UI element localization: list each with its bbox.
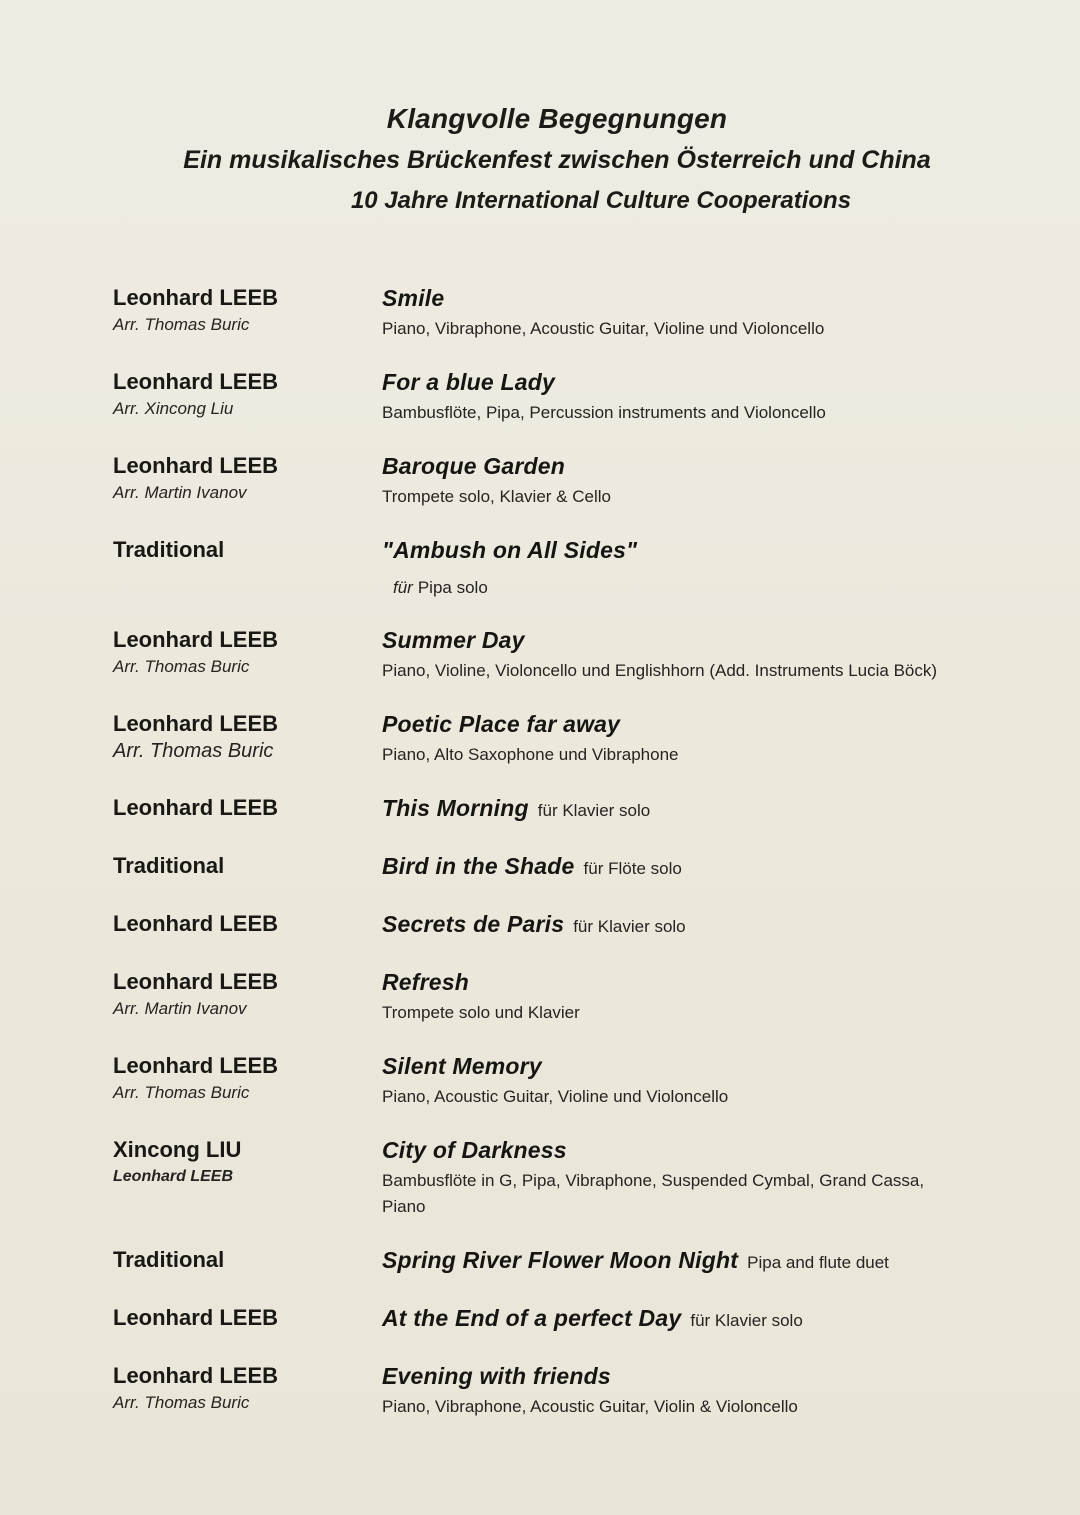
work-title: Refresh [382, 969, 470, 995]
entry-right-col [382, 968, 1007, 1026]
composer-name: Leonhard LEEB [113, 711, 279, 736]
entry-left-col [113, 1304, 382, 1336]
entry-left-col [113, 1362, 382, 1420]
composer-name: Leonhard LEEB [113, 369, 279, 394]
program-entry [113, 968, 1020, 1026]
entry-right-col [382, 626, 1007, 684]
entry-right-col [382, 1246, 1007, 1278]
arranger-name: Arr. Thomas Buric [113, 657, 250, 676]
title-line [382, 368, 1007, 400]
entry-left-col [113, 1052, 382, 1110]
work-title: Evening with friends [382, 1363, 611, 1389]
work-title: This Morning [382, 795, 529, 821]
for-prefix: für [393, 578, 413, 597]
title-suffix: für Flöte solo [583, 859, 682, 878]
title-line [382, 536, 1007, 568]
instrumentation: Piano, Vibraphone, Acoustic Guitar, Violine und Violoncello [382, 319, 825, 338]
entry-left-col [113, 1246, 382, 1278]
program-entry [113, 1304, 1020, 1336]
entry-left-col [113, 452, 382, 510]
entry-right-col [382, 710, 1007, 768]
title-suffix: Pipa and flute duet [747, 1253, 889, 1272]
entry-left-col [113, 794, 382, 826]
page-tagline: 10 Jahre International Culture Cooperations [350, 187, 852, 214]
entry-right-col [382, 368, 1007, 426]
instrumentation: Piano, Vibraphone, Acoustic Guitar, Violin & Violoncello [382, 1397, 798, 1416]
program-entry [113, 1362, 1020, 1420]
composer-name: Xincong LIU [113, 1137, 242, 1162]
work-title: Baroque Garden [382, 453, 566, 479]
entry-right-col [382, 794, 1007, 826]
entry-left-col [113, 1136, 382, 1220]
title-line [382, 1136, 1007, 1168]
entry-right-col [382, 452, 1007, 510]
work-title: Silent Memory [382, 1053, 542, 1079]
works-list [0, 284, 1080, 1420]
entry-right-col [382, 1136, 1007, 1220]
instrumentation [382, 575, 1007, 600]
work-title: Smile [382, 285, 445, 311]
work-title: Secrets de Paris [382, 911, 565, 937]
entry-left-col [113, 368, 382, 426]
instrumentation: Piano, Violine, Violoncello und Englishhorn (Add. Instruments Lucia Böck) [382, 661, 938, 680]
entry-right-col [382, 536, 1007, 600]
composer-name: Traditional [113, 1247, 225, 1272]
title-line [382, 710, 1007, 742]
instrumentation: Trompete solo, Klavier & Cello [382, 487, 611, 506]
entry-left-col [113, 710, 382, 768]
instrumentation: Bambusflöte, Pipa, Percussion instruments and Violoncello [382, 403, 826, 422]
entry-right-col [382, 852, 1007, 884]
program-entry [113, 626, 1020, 684]
entry-right-col [382, 284, 1007, 342]
instrumentation: Piano, Alto Saxophone und Vibraphone [382, 745, 679, 764]
composer-name: Leonhard LEEB [113, 795, 279, 820]
title-line [382, 968, 1007, 1000]
arranger-name: Arr. Thomas Buric [113, 1393, 250, 1412]
title-line [382, 1362, 1007, 1394]
entry-right-col [382, 1052, 1007, 1110]
arranger-name: Arr. Martin Ivanov [113, 483, 247, 502]
arranger-name: Leonhard LEEB [113, 1168, 234, 1185]
composer-name: Leonhard LEEB [113, 627, 279, 652]
composer-name: Leonhard LEEB [113, 1363, 279, 1388]
title-line [382, 1246, 1007, 1278]
program-entry [113, 284, 1020, 342]
work-title: Poetic Place far away [382, 711, 621, 737]
work-title: "Ambush on All Sides" [382, 537, 638, 563]
title-suffix: für Klavier solo [573, 917, 686, 936]
program-entry [113, 536, 1020, 600]
entry-right-col [382, 1362, 1007, 1420]
entry-left-col [113, 852, 382, 884]
program-header [0, 104, 1080, 214]
instrumentation: Piano, Acoustic Guitar, Violine und Violoncello [382, 1087, 729, 1106]
program-entry [113, 1052, 1020, 1110]
work-title: For a blue Lady [382, 369, 555, 395]
page-title: Klangvolle Begegnungen [386, 103, 728, 134]
title-line [382, 1304, 1007, 1336]
title-suffix: für Klavier solo [690, 1311, 803, 1330]
program-entry [113, 794, 1020, 826]
arranger-name: Arr. Martin Ivanov [113, 999, 247, 1018]
program-entry [113, 852, 1020, 884]
program-entry [113, 710, 1020, 768]
program-entry [113, 910, 1020, 942]
composer-name: Leonhard LEEB [113, 285, 279, 310]
arranger-name: Arr. Thomas Buric [113, 740, 274, 762]
program-entry [113, 1136, 1020, 1220]
title-line [382, 452, 1007, 484]
program-entry [113, 368, 1020, 426]
instrumentation-line2: Piano [382, 1197, 426, 1216]
entry-right-col [382, 910, 1007, 942]
arranger-name: Arr. Thomas Buric [113, 315, 250, 334]
title-line [382, 794, 1007, 826]
work-title: Summer Day [382, 627, 525, 653]
instrumentation: Bambusflöte in G, Pipa, Vibraphone, Suspended Cymbal, Grand Cassa, [382, 1171, 925, 1190]
title-line [382, 626, 1007, 658]
instrumentation-text: Pipa solo [417, 578, 488, 597]
instrumentation: Trompete solo und Klavier [382, 1003, 580, 1022]
entry-right-col [382, 1304, 1007, 1336]
composer-name: Leonhard LEEB [113, 1305, 279, 1330]
entry-left-col [113, 910, 382, 942]
composer-name: Leonhard LEEB [113, 911, 279, 936]
composer-name: Leonhard LEEB [113, 453, 279, 478]
entry-left-col [113, 626, 382, 684]
title-suffix: für Klavier solo [537, 801, 651, 820]
work-title: At the End of a perfect Day [382, 1305, 682, 1331]
entry-left-col [113, 968, 382, 1026]
title-line [382, 852, 1007, 884]
program-entry [113, 452, 1020, 510]
entry-left-col [113, 284, 382, 342]
composer-name: Traditional [113, 853, 225, 878]
title-line [382, 284, 1007, 316]
composer-name: Leonhard LEEB [113, 1053, 279, 1078]
work-title: Bird in the Shade [382, 853, 575, 879]
composer-name: Leonhard LEEB [113, 969, 279, 994]
arranger-name: Arr. Xincong Liu [113, 399, 234, 418]
title-line [382, 910, 1007, 942]
entry-left-col [113, 536, 382, 600]
work-title: City of Darkness [382, 1137, 567, 1163]
page-subtitle: Ein musikalisches Brückenfest zwischen Österreich und China [183, 146, 931, 174]
work-title: Spring River Flower Moon Night [382, 1247, 739, 1273]
program-entry [113, 1246, 1020, 1278]
arranger-name: Arr. Thomas Buric [113, 1083, 250, 1102]
title-line [382, 1052, 1007, 1084]
composer-name: Traditional [113, 537, 225, 562]
